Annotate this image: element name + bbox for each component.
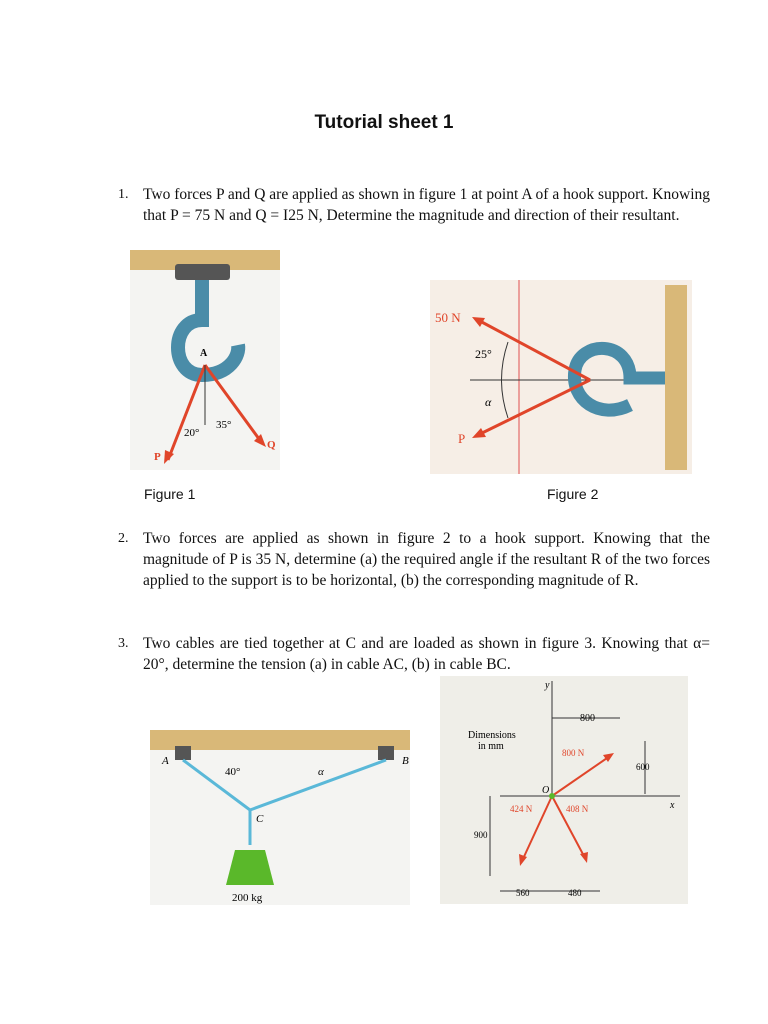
label-dim-560: 560: [516, 888, 530, 898]
label-c: C: [256, 813, 264, 825]
label-408n: 408 N: [566, 804, 589, 814]
label-angle-35: 35°: [216, 419, 232, 431]
question-number: 1.: [118, 187, 129, 202]
figure-1: [130, 250, 280, 470]
question-text: Two cables are tied together at C and are loaded as shown in figure 3. Knowing that α= 20°, determine the tension (a) in cable AC, (b) in cable BC.: [143, 635, 710, 673]
question-2: [118, 528, 710, 591]
label-angle-25: 25°: [475, 347, 492, 361]
question-text: Two forces are applied as shown in figure 2 to a hook support. Knowing that the magnitude of P is 35 N, determine (a) the required angle if the resultant R of the two forces applied to the support is to be horizontal, (b) the corresponding magnitude of R.: [143, 530, 710, 589]
label-p: P: [458, 431, 466, 446]
label-in-mm: in mm: [478, 741, 504, 752]
label-origin: O: [542, 785, 550, 796]
page-title: Tutorial sheet 1: [314, 112, 454, 133]
label-dimensions: Dimensions: [468, 730, 516, 741]
figure-1-caption: Figure 1: [144, 486, 196, 502]
label-dim-480: 480: [568, 888, 582, 898]
support-a: [175, 746, 191, 760]
label-50n: 50 N: [435, 310, 461, 325]
figure-background: [440, 676, 688, 904]
label-p: P: [154, 451, 161, 463]
label-424n: 424 N: [510, 804, 533, 814]
label-dim-900: 900: [474, 830, 488, 840]
label-alpha: α: [318, 766, 324, 778]
figure-3: [150, 730, 410, 905]
support-b: [378, 746, 394, 760]
origin-point: [549, 793, 555, 799]
hook-mount-plate: [175, 264, 230, 280]
figure-4: [440, 676, 688, 904]
label-dim-800: 800: [580, 713, 595, 724]
label-alpha: α: [485, 395, 492, 409]
question-number: 2.: [118, 531, 129, 546]
label-a: A: [162, 755, 169, 767]
label-x-axis: x: [670, 800, 675, 811]
wall: [665, 285, 687, 470]
figure-2-caption: Figure 2: [547, 486, 599, 502]
figure-2: [430, 280, 692, 474]
label-a: A: [200, 348, 208, 359]
label-b: B: [402, 755, 409, 767]
label-q: Q: [267, 439, 276, 451]
label-angle-20: 20°: [184, 427, 200, 439]
label-mass: 200 kg: [232, 892, 263, 904]
label-800n: 800 N: [562, 748, 585, 758]
label-y-axis: y: [545, 680, 550, 691]
question-number: 3.: [118, 636, 129, 651]
question-3: [118, 633, 710, 675]
label-angle-40: 40°: [225, 766, 241, 778]
label-dim-600: 600: [636, 762, 650, 772]
question-text: Two forces P and Q are applied as shown in figure 1 at point A of a hook support. Knowing that P = 75 N and Q = I25 N, Determine the magnitude and direction of their resultant.: [143, 186, 710, 224]
question-1: [118, 184, 710, 226]
